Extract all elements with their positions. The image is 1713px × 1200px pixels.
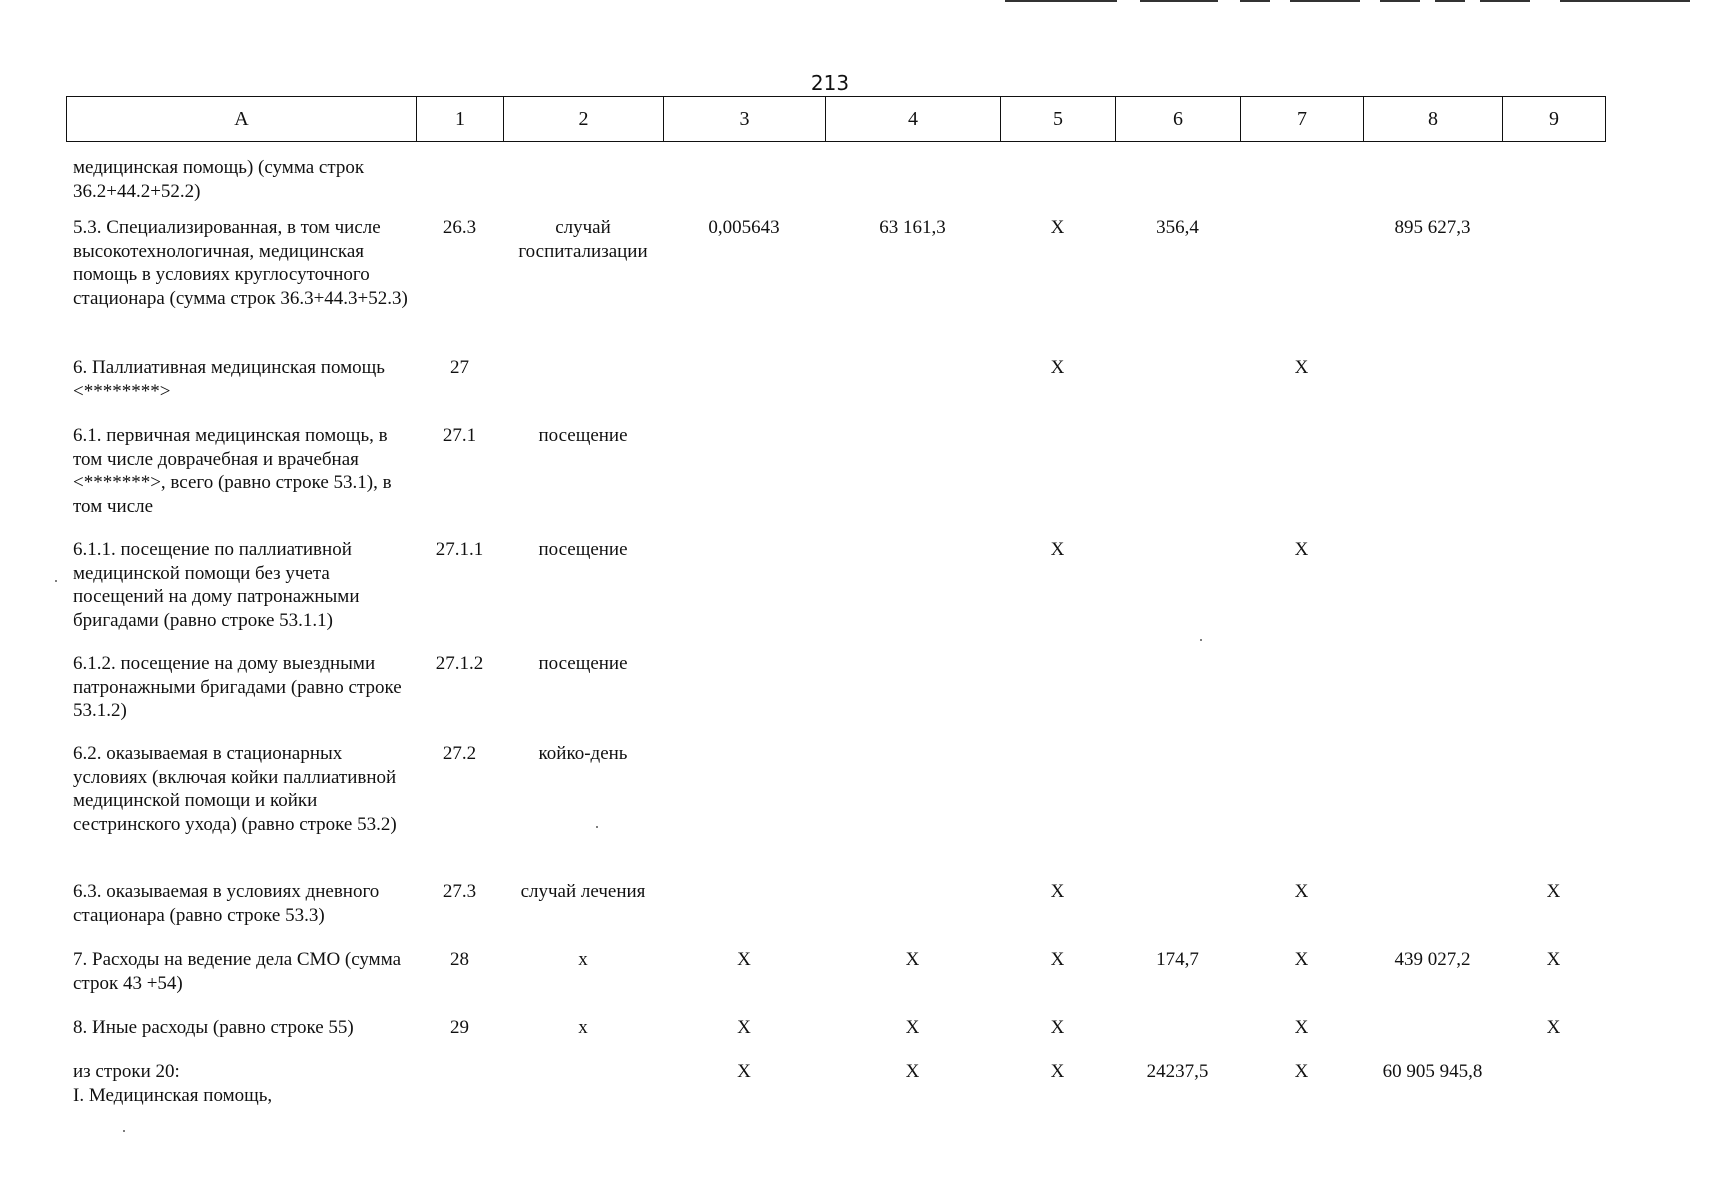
row-cell-c9: X xyxy=(1546,949,1561,970)
scan-speck xyxy=(596,826,598,828)
row-cell-c7 xyxy=(1240,156,1363,216)
row-cell-c5 xyxy=(1000,156,1115,216)
row-cell-c2: посещение xyxy=(538,425,628,446)
row-cell-c2 xyxy=(503,356,663,424)
row-label: медицинская помощь) (сумма строк 36.2+44.2+52.2) xyxy=(73,157,365,202)
row-cell-c2: койко-день xyxy=(538,743,628,764)
row-cell-c3: X xyxy=(737,1061,751,1082)
table-row xyxy=(66,742,1605,880)
row-cell-c2 xyxy=(503,156,663,216)
row-label: из строки 20: I. Медицинская помощь, xyxy=(73,1061,273,1106)
top-edge-rule xyxy=(1380,0,1420,2)
header-cell: 5 xyxy=(1001,97,1116,142)
top-edge-rule xyxy=(1240,0,1270,2)
row-cell-c6 xyxy=(1115,538,1240,652)
column-header-table xyxy=(66,96,1606,142)
row-cell-c7: X xyxy=(1294,1017,1309,1038)
row-cell-c3: 0,005643 xyxy=(708,217,780,238)
row-cell-c3 xyxy=(663,742,825,880)
row-cell-c7: X xyxy=(1294,539,1309,560)
top-edge-rule xyxy=(1005,0,1117,2)
row-cell-c1: 29 xyxy=(450,1017,469,1038)
header-cell: 2 xyxy=(504,97,664,142)
row-label: 5.3. Специализированная, в том числе высокотехнологичная, медицинская помощь в условиях круглосуточного стационара (сумма строк 36.3+44.3+52.3) xyxy=(73,217,408,309)
table-row xyxy=(66,538,1605,652)
scan-speck xyxy=(55,580,57,582)
row-cell-c4 xyxy=(825,424,1000,538)
table-row xyxy=(66,880,1605,948)
row-cell-c9 xyxy=(1502,216,1605,356)
row-cell-c4: X xyxy=(905,949,920,970)
table-row xyxy=(66,652,1605,742)
header-cell: A xyxy=(67,97,417,142)
row-cell-c4 xyxy=(825,742,1000,880)
row-cell-c3: X xyxy=(737,949,751,970)
top-edge-rule xyxy=(1140,0,1218,2)
row-cell-c2: x xyxy=(578,949,588,970)
row-cell-c7 xyxy=(1240,742,1363,880)
row-cell-c7 xyxy=(1240,424,1363,538)
row-cell-c3 xyxy=(663,652,825,742)
header-cell: 9 xyxy=(1503,97,1606,142)
row-cell-c1: 27.1.1 xyxy=(435,539,484,560)
row-cell-c5: X xyxy=(1050,357,1065,378)
row-cell-c6 xyxy=(1115,742,1240,880)
row-cell-c1: 27 xyxy=(450,357,469,378)
header-cell: 1 xyxy=(417,97,504,142)
row-cell-c9 xyxy=(1502,538,1605,652)
table-row xyxy=(66,156,1605,216)
row-cell-c6 xyxy=(1115,156,1240,216)
row-cell-c1 xyxy=(416,1060,503,1130)
row-label: 6.2. оказываемая в стационарных условиях (включая койки паллиативной медицинской помощи и койки сестринского ухода) (равно строке 53.2) xyxy=(73,743,397,835)
data-table xyxy=(66,156,1605,1130)
row-cell-c6: 24237,5 xyxy=(1146,1061,1209,1082)
row-cell-c8 xyxy=(1363,424,1502,538)
row-cell-c5: X xyxy=(1050,949,1065,970)
row-label: 6. Паллиативная медицинская помощь <********> xyxy=(73,357,385,402)
page-number: 213 xyxy=(810,71,850,95)
row-cell-c4: X xyxy=(905,1017,920,1038)
row-cell-c3 xyxy=(663,424,825,538)
row-label: 6.1.1. посещение по паллиативной медицинской помощи без учета посещений на дому патронажными бригадами (равно строке 53.1.1) xyxy=(73,539,360,631)
row-cell-c2: посещение xyxy=(538,539,628,560)
table-row xyxy=(66,1060,1605,1130)
row-cell-c1: 27.2 xyxy=(442,743,477,764)
row-cell-c6 xyxy=(1115,1016,1240,1060)
header-cell: 7 xyxy=(1241,97,1364,142)
scan-speck xyxy=(1200,639,1202,641)
row-cell-c1: 27.1.2 xyxy=(435,653,484,674)
row-cell-c8 xyxy=(1363,742,1502,880)
top-edge-rule xyxy=(1480,0,1530,2)
header-cell: 3 xyxy=(664,97,826,142)
row-cell-c3 xyxy=(663,538,825,652)
row-label: 8. Иные расходы (равно строке 55) xyxy=(73,1017,354,1038)
row-cell-c9 xyxy=(1502,1060,1605,1130)
row-cell-c7: X xyxy=(1294,949,1309,970)
row-cell-c6 xyxy=(1115,424,1240,538)
row-cell-c8 xyxy=(1363,652,1502,742)
row-cell-c9 xyxy=(1502,156,1605,216)
row-cell-c1: 28 xyxy=(450,949,469,970)
row-cell-c6 xyxy=(1115,356,1240,424)
row-cell-c5: X xyxy=(1050,1017,1065,1038)
row-cell-c7 xyxy=(1240,652,1363,742)
top-edge-rule xyxy=(1435,0,1465,2)
scan-speck xyxy=(123,1130,125,1132)
row-cell-c8: 439 027,2 xyxy=(1394,949,1471,970)
row-cell-c1: 27.1 xyxy=(442,425,477,446)
row-cell-c9: X xyxy=(1546,1017,1561,1038)
row-cell-c3 xyxy=(663,156,825,216)
row-cell-c8 xyxy=(1363,538,1502,652)
row-cell-c4: 63 161,3 xyxy=(879,217,946,238)
row-cell-c9 xyxy=(1502,742,1605,880)
row-cell-c7: X xyxy=(1294,1061,1309,1082)
top-edge-rule xyxy=(1560,0,1690,2)
row-cell-c5 xyxy=(1000,424,1115,538)
row-cell-c3 xyxy=(663,880,825,948)
row-cell-c9: X xyxy=(1546,881,1561,902)
row-cell-c6 xyxy=(1115,652,1240,742)
row-cell-c9 xyxy=(1502,424,1605,538)
row-cell-c4 xyxy=(825,356,1000,424)
row-cell-c4 xyxy=(825,652,1000,742)
row-cell-c7: X xyxy=(1294,881,1309,902)
row-cell-c4 xyxy=(825,880,1000,948)
row-cell-c8 xyxy=(1363,1016,1502,1060)
row-cell-c8: 895 627,3 xyxy=(1394,217,1471,238)
row-cell-c5: X xyxy=(1050,881,1065,902)
row-cell-c4 xyxy=(825,156,1000,216)
row-cell-c2 xyxy=(503,1060,663,1130)
row-cell-c8 xyxy=(1363,880,1502,948)
row-cell-c5: X xyxy=(1050,539,1065,560)
row-cell-c4 xyxy=(825,538,1000,652)
row-cell-c7: X xyxy=(1294,357,1309,378)
table-row xyxy=(66,216,1605,356)
row-cell-c6: 356,4 xyxy=(1156,217,1199,238)
row-label: 6.1. первичная медицинская помощь, в том числе доврачебная и врачебная <*******>, всего (равно строке 53.1), в том числе xyxy=(73,425,392,517)
row-cell-c3 xyxy=(663,356,825,424)
table-row xyxy=(66,1016,1605,1060)
row-cell-c2: x xyxy=(578,1017,588,1038)
header-cell: 8 xyxy=(1364,97,1503,142)
top-edge-rule xyxy=(1290,0,1360,2)
row-cell-c8 xyxy=(1363,356,1502,424)
row-cell-c2: случай госпитализации xyxy=(518,217,648,262)
row-cell-c3: X xyxy=(737,1017,751,1038)
row-cell-c5 xyxy=(1000,652,1115,742)
table-row xyxy=(66,424,1605,538)
row-cell-c7 xyxy=(1240,216,1363,356)
row-cell-c1: 27.3 xyxy=(442,881,477,902)
row-cell-c8 xyxy=(1363,156,1502,216)
header-cell: 4 xyxy=(826,97,1001,142)
row-cell-c6 xyxy=(1115,880,1240,948)
row-cell-c4: X xyxy=(905,1061,920,1082)
row-label: 7. Расходы на ведение дела СМО (сумма строк 43 +54) xyxy=(73,949,402,994)
table-row xyxy=(66,356,1605,424)
table-row xyxy=(66,948,1605,1016)
row-cell-c5 xyxy=(1000,742,1115,880)
row-cell-c2: случай лечения xyxy=(520,881,646,902)
row-label: 6.1.2. посещение на дому выездными патронажными бригадами (равно строке 53.1.2) xyxy=(73,653,402,721)
row-cell-c5: X xyxy=(1050,1061,1065,1082)
header-cell: 6 xyxy=(1116,97,1241,142)
row-cell-c5: X xyxy=(1050,217,1065,238)
row-cell-c9 xyxy=(1502,652,1605,742)
row-label: 6.3. оказываемая в условиях дневного стационара (равно строке 53.3) xyxy=(73,881,380,926)
row-cell-c9 xyxy=(1502,356,1605,424)
row-cell-c2: посещение xyxy=(538,653,628,674)
row-cell-c6: 174,7 xyxy=(1156,949,1199,970)
header-row xyxy=(67,97,1606,142)
row-cell-c1: 26.3 xyxy=(442,217,477,238)
row-cell-c1 xyxy=(416,156,503,216)
row-cell-c8: 60 905 945,8 xyxy=(1382,1061,1483,1082)
